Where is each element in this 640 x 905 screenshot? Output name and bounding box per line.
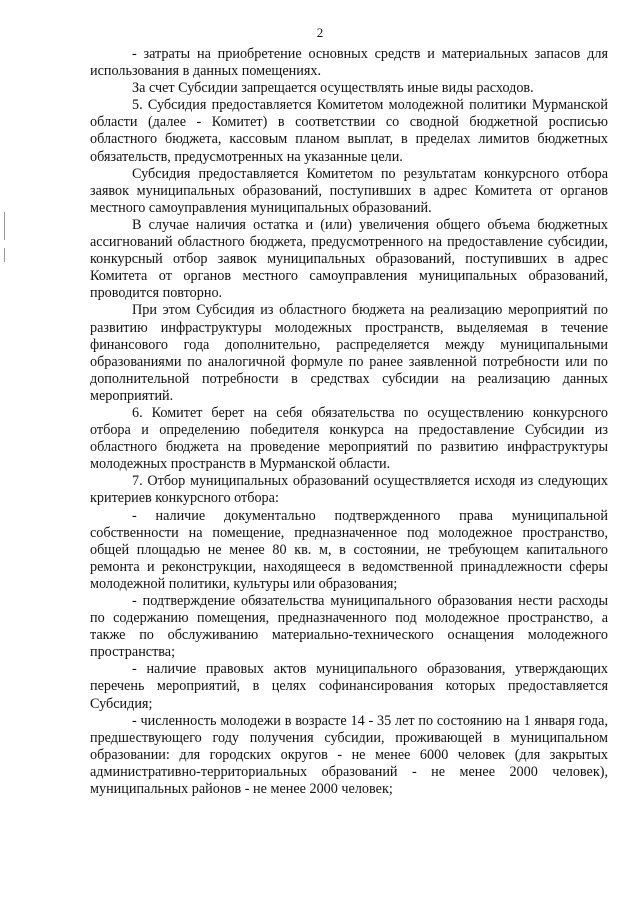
document-body [90, 46, 608, 798]
paragraph: 5. Субсидия предоставляется Комитетом молодежной политики Мурманской области (далее - Комитет) в соответствии со сводной бюджетной росписью областного бюджета, кассовым планом выплат, в пределах лимитов бюджетных обязательств, предусмотренных на указанные цели. [90, 97, 608, 165]
paragraph: 6. Комитет берет на себя обязательства по осуществлению конкурсного отбора и определению победителя конкурса на предоставление Субсидии из областного бюджета на проведение мероприятий по развитию инфраструктуры молодежных пространств в Мурманской области. [90, 404, 608, 473]
paragraph: В случае наличия остатка и (или) увеличения общего объема бюджетных ассигнований областного бюджета, предусмотренного на предоставление субсидии, конкурсный отбор заявок муниципальных образований, поступивших в адрес Комитета от органов местного самоуправления муниципальных образований, проводится повторно. [90, 216, 608, 302]
paragraph: - подтверждение обязательства муниципального образования нести расходы по содержанию помещения, предназначенного под молодежное пространство, а также по обслуживанию материально-технического оснащения молодежного пространства; [90, 593, 608, 661]
scan-edge-mark [4, 248, 5, 262]
paragraph: 7. Отбор муниципальных образований осуществляется исходя из следующих критериев конкурсного отбора: [90, 473, 608, 507]
paragraph: - затраты на приобретение основных средств и материальных запасов для использования в данных помещениях. [90, 46, 608, 80]
scan-edge-mark [4, 212, 5, 240]
paragraph: - наличие правовых актов муниципального образования, утверждающих перечень мероприятий, в целях софинансирования которых предоставляется Субсидия; [90, 661, 608, 712]
paragraph: - численность молодежи в возрасте 14 - 35 лет по состоянию на 1 января года, предшествующего году получения субсидии, проживающей в муниципальном образовании: для городских округов - не менее 6000 человек (для закрытых административно-территориальных образований - не менее 2000 человек), муниципальных районов - не менее 2000 человек; [90, 712, 608, 798]
paragraph: При этом Субсидия из областного бюджета на реализацию мероприятий по развитию инфраструктуры молодежных пространств, выделяемая в течение финансового года дополнительно, распределяется между муниципальными образованиями по аналогичной формуле по ранее заявленной потребности или по дополнительной потребности в средствах субсидии на реализацию данных мероприятий. [90, 302, 608, 404]
page-number: 2 [316, 25, 324, 40]
paragraph: - наличие документально подтвержденного права муниципальной собственности на помещение, предназначенное под молодежное пространство, общей площадью не менее 80 кв. м, в состоянии, не требующем капитального ремонта и реконструкции, находящееся в ведомственной принадлежности сферы молодежной политики, культуры или образования; [90, 507, 608, 592]
paragraph: Субсидия предоставляется Комитетом по результатам конкурсного отбора заявок муниципальных образований, поступивших в адрес Комитета от органов местного самоуправления муниципальных образований. [90, 165, 608, 216]
paragraph: За счет Субсидии запрещается осуществлять иные виды расходов. [132, 80, 534, 97]
